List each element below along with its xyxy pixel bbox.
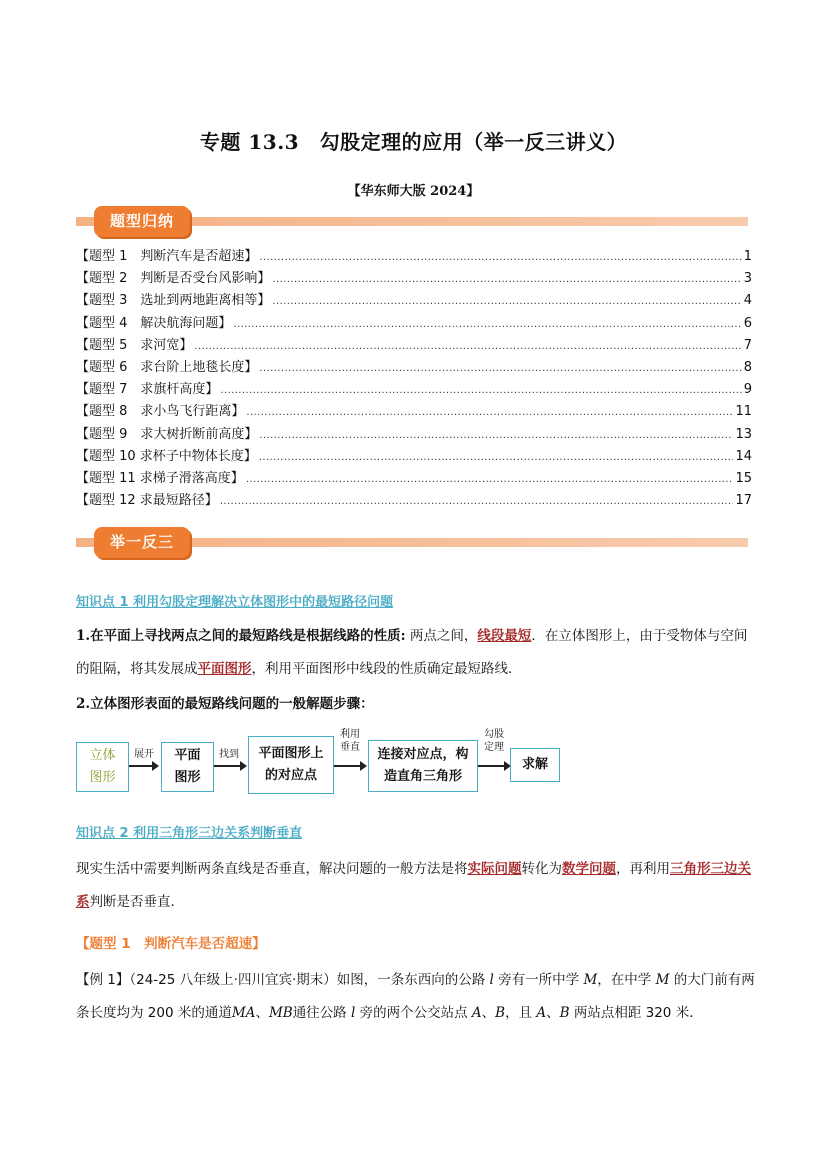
page-title: 专题 13.3 勾股定理的应用（举一反三讲义） — [199, 130, 628, 154]
flow-arrow-label: 勾股 定理 — [484, 729, 504, 753]
para-text: ，再利用 — [616, 861, 670, 877]
toc-row[interactable] — [76, 267, 752, 289]
toc-leader-dots — [272, 296, 741, 307]
math-var: MB — [268, 1005, 293, 1021]
highlight-term: 数学问题 — [562, 861, 616, 877]
example-text: 【例 1】（24-25 八年级上·四川宜宾·期末）如图，一条东西向的公路 — [76, 972, 490, 988]
toc-leader-dots — [194, 341, 741, 352]
toc-page-number: 1 — [743, 249, 752, 264]
math-var: B — [495, 1005, 506, 1021]
flow-box-solid: 立体 图形 — [76, 742, 129, 792]
solution-flowchart — [76, 729, 576, 794]
toc-label: 【题型 5 求河宽】 — [76, 337, 193, 353]
flow-box-solve: 求解 — [510, 748, 560, 782]
math-var: l — [489, 972, 494, 988]
toc-row[interactable] — [76, 334, 752, 356]
toc-leader-dots — [259, 252, 741, 263]
flow-arrow — [478, 765, 509, 767]
para-text: 两点之间， — [405, 628, 478, 644]
type-1-heading: 【题型 1 判断汽车是否超速】 — [76, 936, 266, 952]
highlight-term: 实际问题 — [467, 861, 522, 877]
banner-tag: 题型归纳 — [94, 206, 190, 237]
toc-row[interactable] — [76, 445, 752, 467]
toc-page-number: 4 — [743, 293, 752, 309]
toc-label: 【题型 8 求小鸟飞行距离】 — [76, 404, 245, 420]
flow-arrow-label: 利用 垂直 — [340, 729, 360, 753]
toc-row[interactable] — [76, 312, 752, 334]
toc-row[interactable] — [76, 289, 752, 311]
example-1 — [76, 964, 756, 1030]
table-of-contents — [76, 245, 752, 511]
toc-page-number: 3 — [743, 271, 752, 287]
toc-leader-dots — [259, 452, 734, 463]
math-var: A — [536, 1005, 547, 1021]
toc-page-number: 11 — [735, 404, 752, 420]
toc-page-number: 13 — [735, 426, 752, 442]
para-text: 现实生活中需要判断两条直线是否垂直，解决问题的一般方法是将 — [76, 861, 468, 877]
toc-page-number: 7 — [743, 337, 752, 353]
toc-leader-dots — [272, 274, 741, 285]
toc-leader-dots — [259, 430, 733, 441]
toc-row[interactable] — [76, 423, 752, 445]
example-text: ，在中学 — [597, 972, 656, 988]
para-text: 判断是否垂直． — [89, 894, 184, 910]
flow-arrow — [214, 765, 245, 767]
toc-page-number: 17 — [735, 493, 752, 509]
math-var: MA — [231, 1005, 256, 1021]
toc-leader-dots — [246, 407, 733, 418]
example-text: 旁的两个公交站点 — [355, 1005, 472, 1021]
math-var: B — [559, 1005, 570, 1021]
toc-row[interactable] — [76, 467, 752, 489]
toc-leader-dots — [220, 385, 741, 396]
flow-arrow — [334, 765, 365, 767]
knowledge-point-2: 知识点 2 利用三角形三边关系判断垂直 — [76, 826, 303, 841]
toc-row[interactable] — [76, 245, 752, 267]
toc-page-number: 9 — [743, 382, 752, 398]
math-var: M — [655, 972, 670, 988]
paragraph-steps: 2.立体图形表面的最短路线问题的一般解题步骤： — [76, 696, 374, 712]
toc-leader-dots — [259, 363, 741, 374]
highlight-term: 平面图形 — [197, 661, 252, 677]
example-text: 通往公路 — [292, 1005, 351, 1021]
toc-label: 【题型 9 求大树折断前高度】 — [76, 426, 258, 442]
flow-arrow-label: 展开 — [134, 749, 154, 760]
toc-page-number: 15 — [735, 470, 752, 486]
example-text: 两站点相距 320 米． — [569, 1005, 703, 1021]
example-text: 旁有一所中学 — [493, 972, 584, 988]
para-text: ，利用平面图形中线段的性质确定最短路线． — [251, 661, 522, 677]
toc-row[interactable] — [76, 400, 752, 422]
section-banner-examples — [76, 526, 748, 560]
toc-label: 【题型 6 求台阶上地毯长度】 — [76, 359, 258, 375]
toc-label: 【题型 1 判断汽车是否超速】 — [76, 249, 258, 264]
toc-label: 【题型 2 判断是否受台风影响】 — [76, 271, 271, 287]
toc-label: 【题型 12 求最短路径】 — [76, 493, 218, 509]
para-lead: 1.在平面上寻找两点之间的最短路线是根据线路的性质: — [76, 628, 406, 644]
toc-leader-dots — [233, 319, 741, 330]
flow-arrow — [129, 765, 157, 767]
flow-box-triangle: 连接对应点，构 造直角三角形 — [368, 740, 478, 792]
paragraph-shortest-path — [76, 620, 756, 686]
example-text: ，且 — [505, 1005, 537, 1021]
toc-row[interactable] — [76, 378, 752, 400]
knowledge-point-1: 知识点 1 利用勾股定理解决立体图形中的最短路径问题 — [76, 595, 394, 610]
toc-label: 【题型 4 解决航海问题】 — [76, 315, 232, 331]
toc-leader-dots — [246, 474, 734, 485]
toc-label: 【题型 10 求杯子中物体长度】 — [76, 448, 257, 464]
paragraph-perpendicular — [76, 853, 756, 919]
toc-page-number: 14 — [735, 448, 752, 464]
highlight-term: 线段最短 — [477, 628, 532, 644]
toc-leader-dots — [220, 496, 734, 507]
toc-label: 【题型 3 选址到两地距离相等】 — [76, 293, 271, 309]
flow-box-plane: 平面 图形 — [161, 742, 214, 792]
toc-page-number: 6 — [743, 315, 752, 331]
para-text: ．在立体图形上，由于受物体与空间的阻隔，将其发展成 — [76, 628, 748, 677]
toc-row[interactable] — [76, 356, 752, 378]
example-text: 、 — [481, 1005, 496, 1021]
math-var: M — [583, 972, 598, 988]
banner-tag: 举一反三 — [94, 527, 190, 558]
example-text: 、 — [546, 1005, 560, 1021]
toc-label: 【题型 7 求旗杆高度】 — [76, 382, 219, 398]
section-banner-types — [76, 205, 748, 239]
toc-label: 【题型 11 求梯子滑落高度】 — [76, 470, 244, 486]
math-var: l — [350, 1005, 356, 1021]
highlight-term: 三角形三边关系 — [76, 861, 751, 910]
toc-page-number: 8 — [743, 359, 752, 375]
example-text: 的大门前有两条长度均为 200 米的通道 — [76, 972, 755, 1021]
para-text: 转化为 — [521, 861, 562, 877]
toc-row[interactable] — [76, 489, 752, 511]
edition-label: 【华东师大版 2024】 — [347, 184, 480, 199]
example-text: 、 — [255, 1005, 269, 1021]
math-var: A — [471, 1005, 482, 1021]
flow-arrow-label: 找到 — [219, 749, 239, 760]
flow-box-points: 平面图形上 的对应点 — [248, 736, 334, 794]
